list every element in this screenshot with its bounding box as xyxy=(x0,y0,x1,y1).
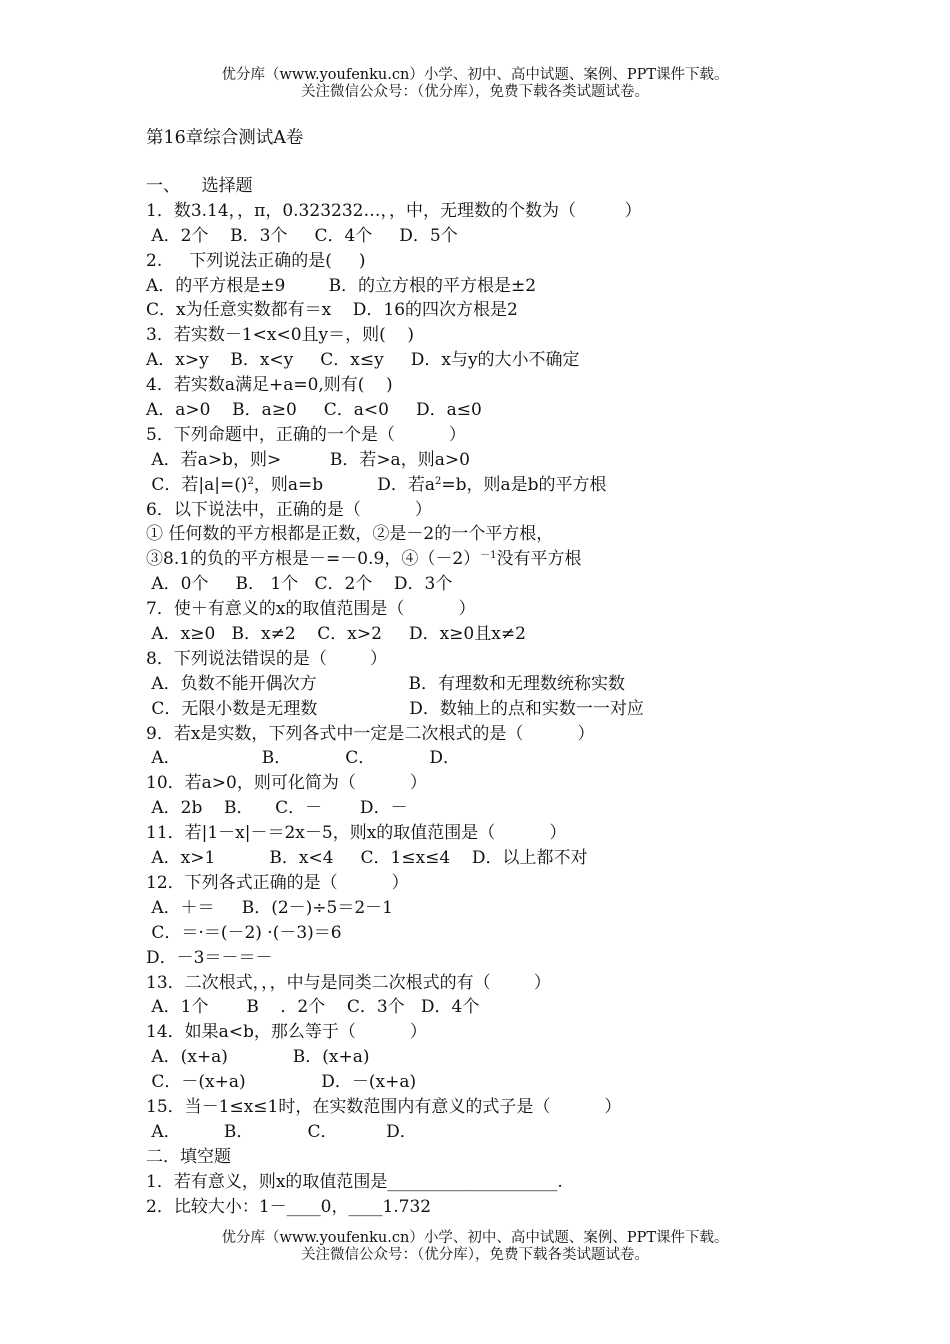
q5-option-cd-mid: ，则a=b D．若a xyxy=(253,474,435,495)
question-14-options-ab: A．(x+a) B．(x+a) xyxy=(146,1047,370,1068)
question-12-options-ab: A．＋＝ B．(2－)÷5＝2－1 xyxy=(146,897,393,918)
footer-line-1: 优分库（www.youfenku.cn）小学、初中、高中试题、案例、PPT课件下载。 xyxy=(221,1230,729,1246)
q5-superscript-1: 2 xyxy=(247,475,254,487)
question-9-options: A． B． C． D． xyxy=(146,748,460,769)
question-14: 14．如果a<b，那么等于（ ） xyxy=(146,1022,427,1043)
question-6-options: A．0个 B． 1个 C．2个 D．3个 xyxy=(146,574,453,595)
fill-question-1: 1．若有意义，则x的取值范围是____________________. xyxy=(146,1171,563,1192)
footer-line-2: 关注微信公众号：（优分库），免费下载各类试题试卷。 xyxy=(301,1247,649,1263)
question-15-options: A． B． C． D． xyxy=(146,1121,417,1142)
question-3: 3．若实数－1<x<0且y＝，则( ) xyxy=(146,325,415,346)
question-12-option-c: C．＝·＝(－2) ·(－3)＝6 xyxy=(146,922,342,943)
question-3-options: A．x>y B．x<y C．x≤y D．x与y的大小不确定 xyxy=(146,350,580,371)
question-2: 2. 下列说法正确的是( ) xyxy=(146,250,366,271)
question-10-options: A．2b B． C．－ D．－ xyxy=(146,798,408,819)
question-8: 8．下列说法错误的是（ ） xyxy=(146,648,388,669)
section-heading-fill: 二．填空题 xyxy=(146,1146,231,1167)
question-6: 6．以下说法中，正确的是（ ） xyxy=(146,499,432,520)
question-13: 13．二次根式，，，中与是同类二次根式的有（ ） xyxy=(146,972,551,993)
section-heading-choice: 一、 选择题 xyxy=(146,176,253,196)
question-5-options-ab: A．若a>b，则> B．若>a，则a>0 xyxy=(146,449,470,470)
question-9: 9．若x是实数，下列各式中一定是二次根式的是（ ） xyxy=(146,723,595,744)
header-line-1: 优分库（www.youfenku.cn）小学、初中、高中试题、案例、PPT课件下载。 xyxy=(221,67,729,83)
question-11-options: A．x>1 B．x<4 C．1≤x≤4 D．以上都不对 xyxy=(146,848,588,869)
question-7: 7．使＋有意义的x的取值范围是（ ） xyxy=(146,599,476,620)
question-5-options-cd xyxy=(146,473,866,498)
q6-statement-start: ③8.1的负的平方根是－=－0.9，④（－2） xyxy=(146,549,481,570)
question-1-options: A．2个 B．3个 C．4个 D．5个 xyxy=(146,225,458,246)
question-12-option-d: D．－3＝－＝－ xyxy=(146,947,273,968)
question-8-options-ab: A．负数不能开偶次方 B．有理数和无理数统称实数 xyxy=(146,673,626,694)
fill-question-2: 2．比较大小：1－____0，____1.732 xyxy=(146,1196,432,1217)
question-8-options-cd: C．无限小数是无理数 D．数轴上的点和实数一一对应 xyxy=(146,698,644,719)
question-4-options: A．a>0 B．a≥0 C．a<0 D．a≤0 xyxy=(146,400,482,421)
q6-statement-end: 没有平方根 xyxy=(496,549,582,570)
question-15: 15．当－1≤x≤1时，在实数范围内有意义的式子是（ ） xyxy=(146,1096,622,1117)
question-6-statements-1: ① 任何数的平方根都是正数，②是－2的一个平方根， xyxy=(146,524,554,545)
page-footer xyxy=(0,1230,950,1264)
q5-option-d-end: =b，则a是b的平方根 xyxy=(441,474,607,495)
q6-superscript: －1 xyxy=(480,550,497,562)
question-10: 10．若a>0，则可化简为（ ） xyxy=(146,773,427,794)
question-11: 11．若|1－x|－＝2x－5，则x的取值范围是（ ） xyxy=(146,823,567,844)
exam-content xyxy=(146,174,866,1219)
question-1: 1．数3.14，，π，0.323232…，，中，无理数的个数为（ ） xyxy=(146,200,642,221)
question-14-options-cd: C．－(x+a) D．－(x+a) xyxy=(146,1072,417,1093)
question-6-statements-2 xyxy=(146,547,866,572)
question-7-options: A．x≥0 B．x≠2 C．x>2 D．x≥0且x≠2 xyxy=(146,624,526,645)
q5-option-c-start: C．若|a|=() xyxy=(146,474,248,495)
header-line-2: 关注微信公众号：（优分库），免费下载各类试题试卷。 xyxy=(301,84,649,100)
question-2-options-ab: A．的平方根是±9 B．的立方根的平方根是±2 xyxy=(146,275,537,296)
question-12: 12．下列各式正确的是（ ） xyxy=(146,872,409,893)
question-13-options: A．1个 B ．2个 C．3个 D．4个 xyxy=(146,997,480,1018)
question-2-options-cd: C．x为任意实数都有＝x D．16的四次方根是2 xyxy=(146,300,518,321)
question-5: 5．下列命题中，正确的一个是（ ） xyxy=(146,424,466,445)
document-title: 第16章综合测试A卷 xyxy=(146,128,304,148)
question-4: 4．若实数a满足+a=0,则有( ) xyxy=(146,375,393,396)
page-header xyxy=(0,67,950,101)
q5-superscript-2: 2 xyxy=(434,475,442,487)
